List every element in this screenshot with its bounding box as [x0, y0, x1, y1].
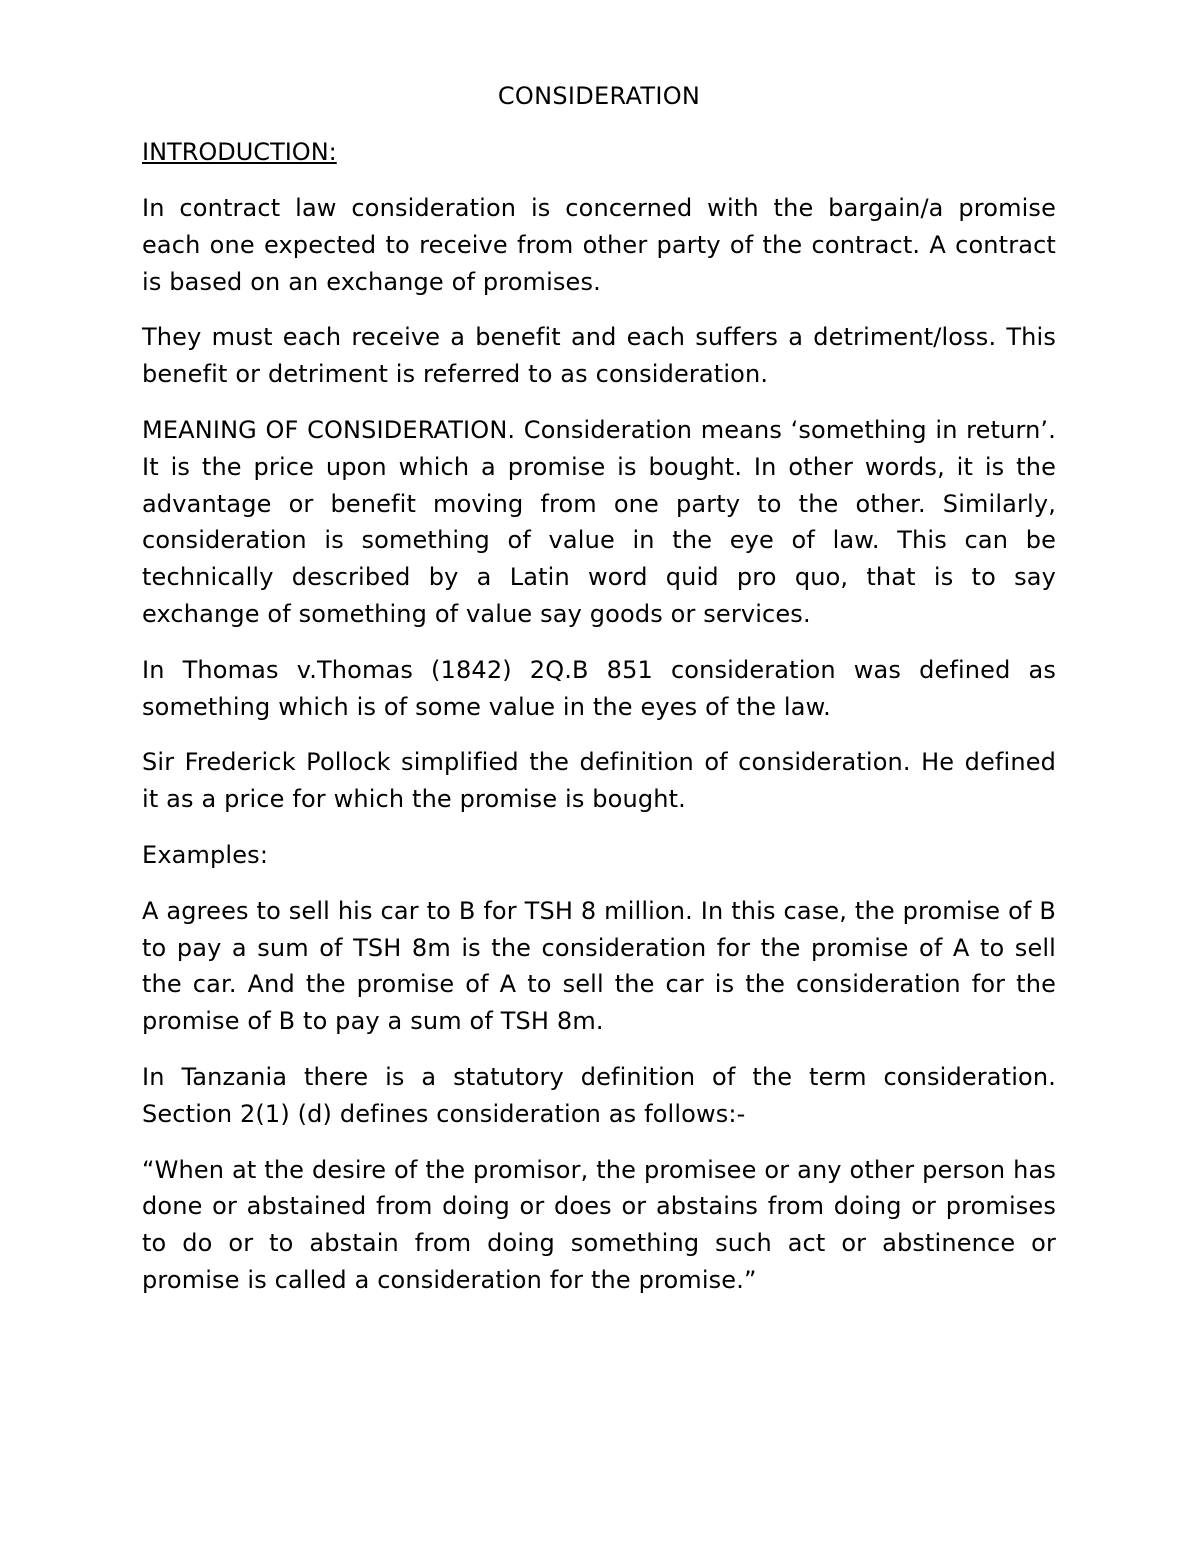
- paragraph-thomas-case: In Thomas v.Thomas (1842) 2Q.B 851 consideration was defined as something which is of some value in the eyes of the law.: [142, 655, 1056, 721]
- document-title: CONSIDERATION: [497, 82, 701, 110]
- paragraph-tanzania-statute: In Tanzania there is a statutory definition of the term consideration. Section 2(1) (d) defines consideration as follows:-: [142, 1062, 1056, 1128]
- paragraph-car-example: A agrees to sell his car to B for TSH 8 million. In this case, the promise of B to pay a sum of TSH 8m is the consideration for the promise of A to sell the car. And the promise of A to sell the car is the consideration for the promise of B to pay a sum of TSH 8m.: [142, 896, 1056, 1036]
- paragraph-pollock: Sir Frederick Pollock simplified the definition of consideration. He defined it as a price for which the promise is bought.: [142, 748, 1056, 814]
- paragraph-examples-label: Examples:: [142, 840, 269, 869]
- paragraph-intro: In contract law consideration is concerned with the bargain/a promise each one expected to receive from other party of the contract. A contract is based on an exchange of promises.: [142, 194, 1056, 296]
- document-page: [142, 78, 1056, 1318]
- paragraph-benefit-detriment: They must each receive a benefit and each suffers a detriment/loss. This benefit or detriment is referred to as consideration.: [142, 323, 1056, 389]
- section-heading-introduction: INTRODUCTION:: [142, 138, 337, 166]
- paragraph-meaning: MEANING OF CONSIDERATION. Consideration means ‘something in return’. It is the price upon which a promise is bought. In other words, it is the advantage or benefit moving from one party to the other. Similarly, consideration is something of value in the eye of law. This can be technically described by a Latin word quid pro quo, that is to say exchange of something of value say goods or services.: [142, 415, 1056, 628]
- paragraph-statutory-quote: “When at the desire of the promisor, the promisee or any other person has done or abstained from doing or does or abstains from doing or promises to do or to abstain from doing something such act or abstinence or promise is called a consideration for the promise.”: [142, 1155, 1056, 1294]
